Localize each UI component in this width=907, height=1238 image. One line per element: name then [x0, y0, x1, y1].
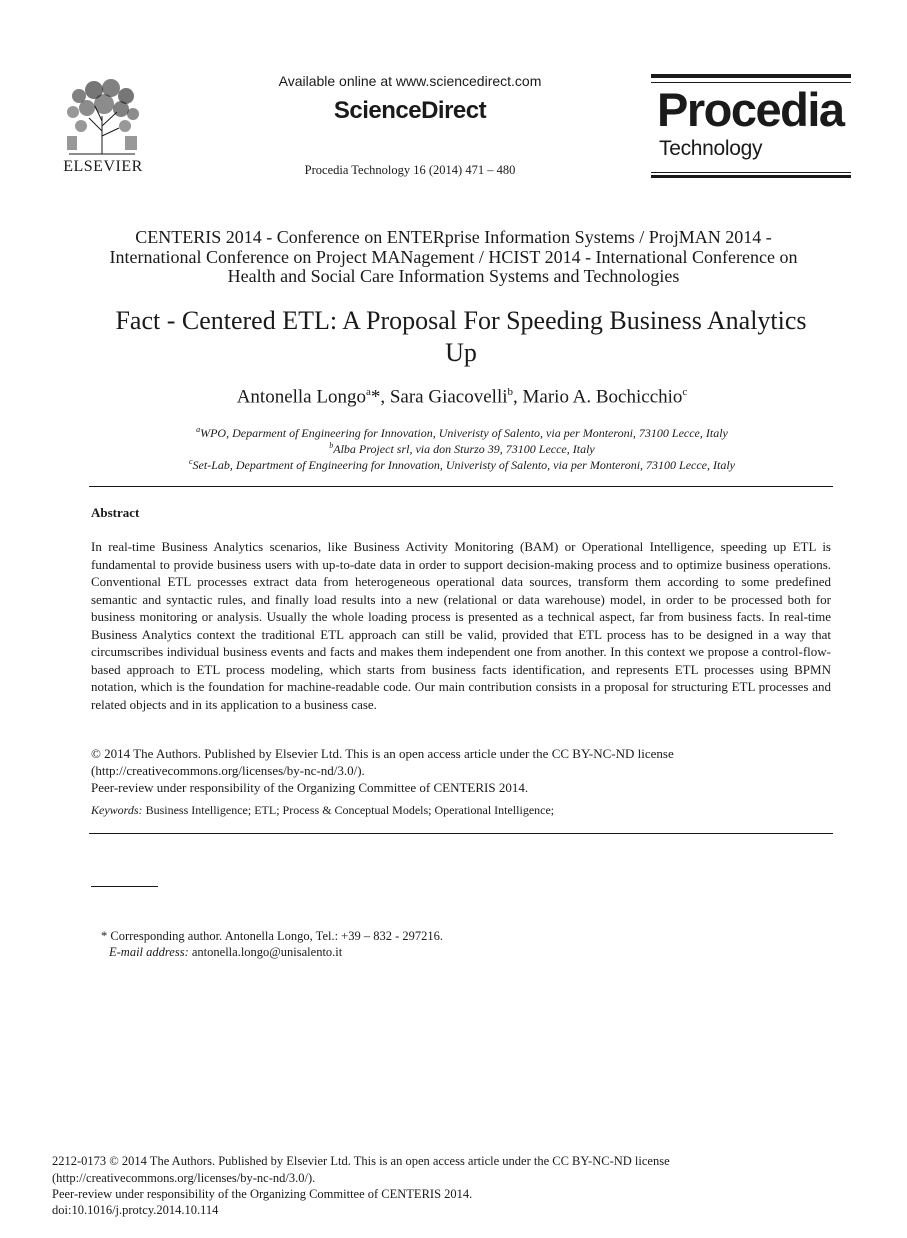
elsevier-wordmark: ELSEVIER	[63, 158, 143, 175]
available-online-text[interactable]: Available online at www.sciencedirect.com	[278, 73, 542, 89]
email-label: E-mail address:	[109, 945, 189, 959]
sciencedirect-logo: ScienceDirect	[333, 97, 487, 124]
elsevier-logo	[55, 76, 151, 176]
conference-line: Health and Social Care Information Systems and Technologies	[227, 266, 680, 286]
keywords-text: Business Intelligence; ETL; Process & Conceptual Models; Operational Intelligence;	[142, 803, 555, 817]
corresponding-author: * Corresponding author. Antonella Longo, Tel.: +39 – 832 - 297216.	[101, 929, 444, 943]
logo-top-rule	[651, 74, 851, 78]
procedia-subtitle: Technology	[659, 137, 763, 160]
affil-mark: c	[188, 457, 193, 466]
affil-mark: a	[196, 425, 201, 434]
title-line: Up	[445, 338, 477, 367]
peer-review-line: Peer-review under responsibility of the Organizing Committee of CENTERIS 2014.	[91, 780, 529, 795]
affiliation-a	[100, 425, 824, 441]
abstract-heading: Abstract	[91, 505, 140, 520]
divider	[89, 486, 833, 487]
license-link[interactable]: (http://creativecommons.org/licenses/by-nc-nd/3.0/).	[91, 763, 365, 778]
divider	[89, 833, 833, 834]
affil-text: WPO, Deparment of Engineering for Innovation, Univeristy of Salento, via per Monteroni, 73100 Lecce, Italy	[200, 426, 728, 440]
author-separator: *,	[370, 386, 390, 408]
affil-text: Alba Project srl, via don Sturzo 39, 73100 Lecce, Italy	[333, 442, 595, 456]
copyright-line: © 2014 The Authors. Published by Elsevier Ltd. This is an open access article under the CC BY-NC-ND license	[91, 746, 674, 761]
affil-mark: b	[329, 441, 334, 450]
footer-doi[interactable]: doi:10.1016/j.protcy.2014.10.114	[52, 1203, 219, 1217]
keywords-label: Keywords:	[91, 803, 143, 817]
logo-bottom-thin-rule	[651, 172, 851, 173]
conference-line: CENTERIS 2014 - Conference on ENTERprise Information Systems / ProjMAN 2014 -	[135, 227, 772, 247]
paper-title	[80, 305, 842, 369]
author-name: Antonella Longo	[236, 386, 366, 408]
email-address	[109, 945, 342, 960]
abstract-body: In real-time Business Analytics scenarios, like Business Activity Monitoring (BAM) or Operational Intelligence, speeding up ETL is fundamental to provide business users with up-to-date data in order to support decision-making process and to optimize business operations. Conventional ETL processes extract data from heterogeneous operational data sources, transform them according to some predefined semantic and syntactic rules, and finally load results into a new (relational or data warehouse) model, in order to be processed both for business monitoring or analysis. Usually the whole loading process is presented as a technical aspect, far from business facts. In real-time Business Analytics context the traditional ETL approach can still be valid, provided that ETL process has to be designed in a way that circumscribes individual business events and facts and makes them independent one from another. In this context we propose a control-flow- based approach to ETL process modeling, which starts from business facts identification, and represents ETL processes using BPMN notation, which is the foundation for machine-readable code. Our main contribution consists in a proposal for structuring ETL processes and related objects and in its application to a business case.	[91, 539, 831, 712]
author-separator: ,	[513, 386, 523, 408]
author-list	[100, 386, 824, 408]
author-name: Sara Giacovelli	[389, 386, 508, 408]
conference-line: International Conference on Project MANagement / HCIST 2014 - International Conference on	[109, 246, 798, 267]
conference-name	[80, 228, 827, 287]
email-value[interactable]: antonella.longo@unisalento.it	[188, 945, 343, 959]
affil-text: Set-Lab, Department of Engineering for Innovation, Univeristy of Salento, via per Monteroni, 73100 Lecce, Italy	[192, 458, 736, 472]
logo-bottom-rule	[651, 175, 851, 178]
footer-license-link[interactable]: (http://creativecommons.org/licenses/by-nc-nd/3.0/).	[52, 1171, 316, 1185]
author-name: Mario A. Bochicchio	[522, 386, 683, 408]
procedia-logo	[651, 74, 851, 178]
author-affil-mark: c	[682, 386, 688, 398]
author-affil-mark: a	[365, 386, 371, 398]
journal-reference: Procedia Technology 16 (2014) 471 – 480	[304, 163, 516, 177]
procedia-wordmark: Procedia	[657, 83, 844, 136]
title-line: Fact - Centered ETL: A Proposal For Speeding Business Analytics	[115, 306, 807, 335]
affiliation-c	[100, 457, 824, 473]
affiliation-b	[100, 441, 824, 457]
footnote-rule	[91, 886, 158, 887]
footer-issn-line: 2212-0173 © 2014 The Authors. Published by Elsevier Ltd. This is an open access article under the CC BY-NC-ND license	[52, 1154, 670, 1168]
elsevier-tree-icon	[59, 76, 145, 156]
author-affil-mark: b	[507, 386, 514, 398]
footer-peer-review: Peer-review under responsibility of the Organizing Committee of CENTERIS 2014.	[52, 1187, 473, 1201]
keywords	[91, 803, 554, 818]
